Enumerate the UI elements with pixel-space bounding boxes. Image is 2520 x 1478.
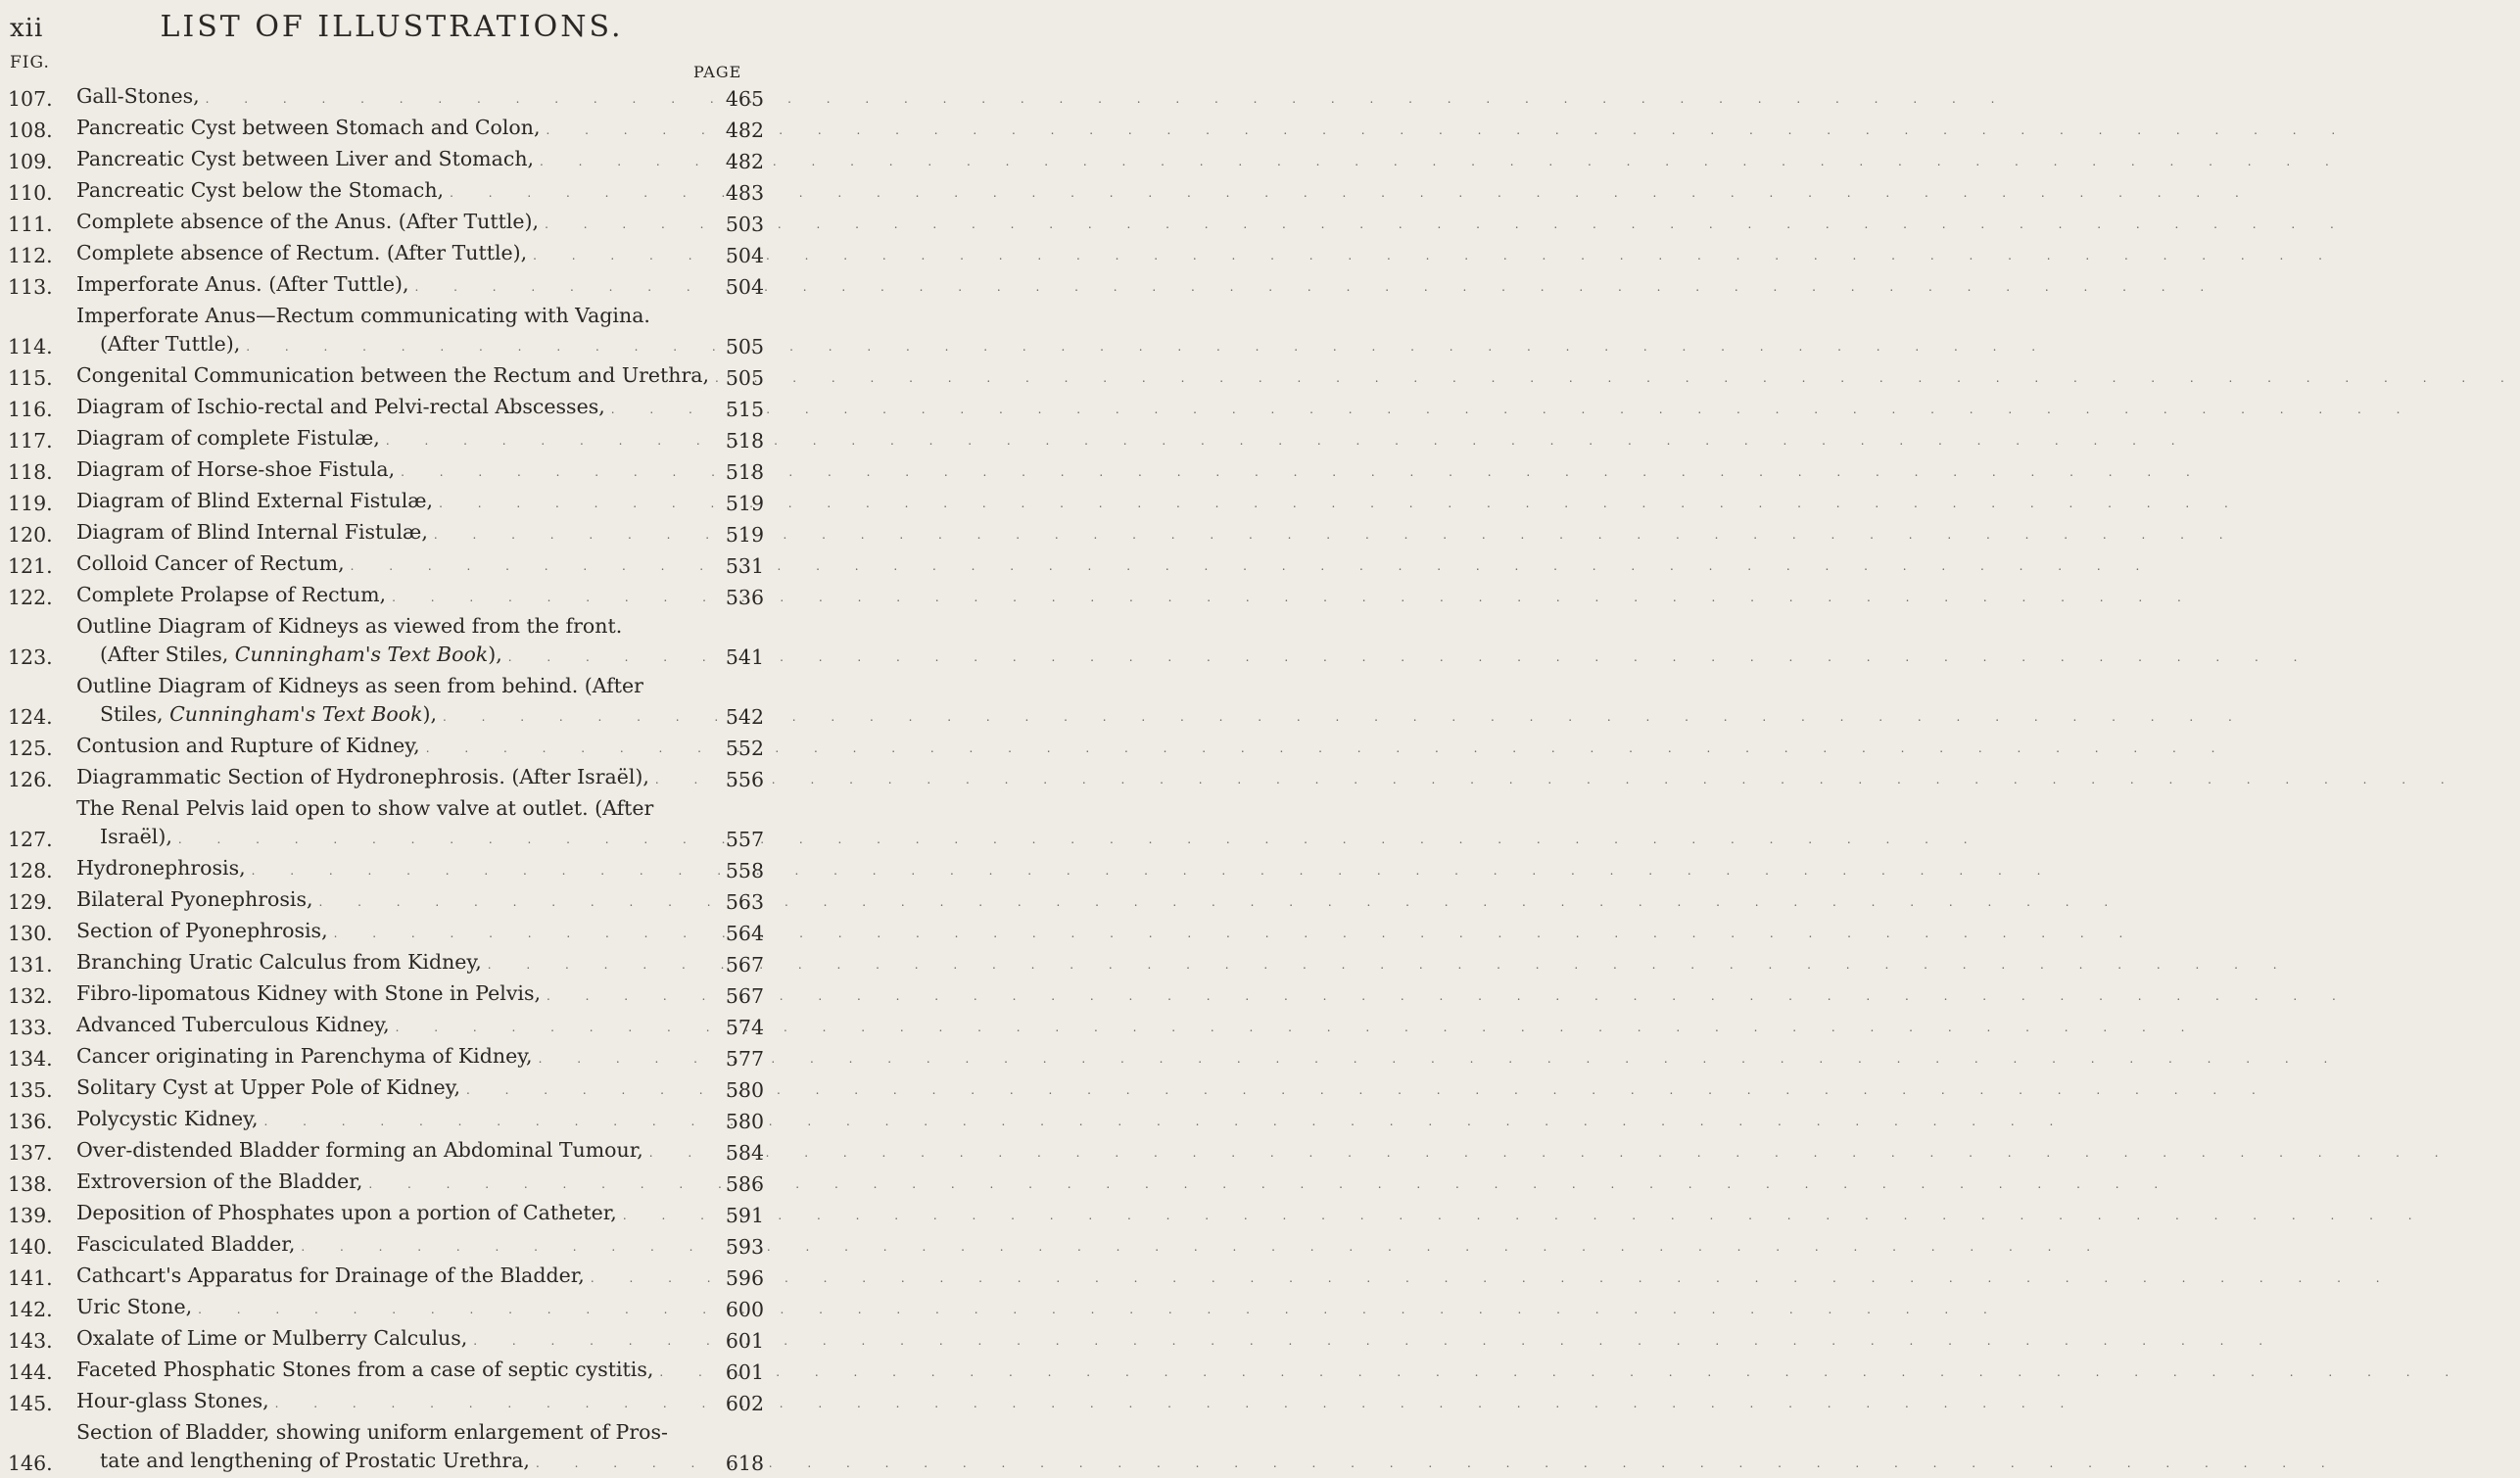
figure-number: 122. bbox=[8, 586, 53, 609]
list-item bbox=[0, 1042, 784, 1073]
list-item bbox=[0, 917, 784, 948]
figure-number: 132. bbox=[8, 984, 53, 1008]
figure-number: 117. bbox=[8, 429, 53, 453]
dot-leader bbox=[433, 490, 2244, 518]
illustration-caption: Outline Diagram of Kidneys as seen from behind. (After bbox=[76, 674, 643, 697]
illustration-caption: Oxalate of Lime or Mulberry Calculus, bbox=[76, 1326, 468, 1350]
illustration-caption: Diagram of Blind External Fistulæ, bbox=[76, 489, 434, 512]
figure-number: 140. bbox=[8, 1235, 53, 1259]
dot-leader bbox=[420, 735, 2231, 763]
illustration-caption: Pancreatic Cyst between Stomach and Colon, bbox=[76, 116, 541, 139]
dot-leader bbox=[295, 1233, 2106, 1262]
illustration-caption: Fasciculated Bladder, bbox=[76, 1232, 296, 1256]
illustration-caption: Outline Diagram of Kidneys as viewed from the front. bbox=[76, 614, 623, 638]
page-reference: 552 bbox=[725, 737, 764, 760]
illustration-caption: Imperforate Anus. (After Tuttle), bbox=[76, 272, 409, 296]
page-reference: 519 bbox=[725, 492, 764, 515]
illustration-caption: Polycystic Kidney, bbox=[76, 1107, 259, 1130]
dot-leader bbox=[533, 1045, 2344, 1073]
figure-number: 144. bbox=[8, 1360, 53, 1384]
list-item bbox=[0, 948, 784, 979]
page-reference: 563 bbox=[725, 890, 764, 914]
illustration-caption: Contusion and Rupture of Kidney, bbox=[76, 734, 420, 757]
list-item bbox=[0, 732, 784, 763]
dot-leader bbox=[395, 458, 2206, 487]
dot-leader bbox=[192, 1296, 2003, 1324]
figure-number: 126. bbox=[8, 768, 53, 791]
page-reference: 586 bbox=[725, 1172, 764, 1196]
page-reference: 483 bbox=[725, 181, 764, 205]
figure-number: 141. bbox=[8, 1266, 53, 1290]
dot-leader bbox=[259, 1108, 2069, 1136]
dot-leader bbox=[386, 584, 2197, 612]
dot-leader bbox=[605, 396, 2416, 424]
dot-leader bbox=[328, 920, 2139, 948]
list-item bbox=[0, 302, 784, 361]
illustration-caption: Section of Bladder, showing uniform enlargement of Pros- bbox=[76, 1420, 668, 1444]
page-reference: 482 bbox=[725, 150, 764, 173]
list-item bbox=[0, 1011, 784, 1042]
list-item bbox=[0, 1199, 784, 1230]
list-item bbox=[0, 114, 784, 145]
illustration-caption: Deposition of Phosphates upon a portion of Catheter, bbox=[76, 1201, 617, 1224]
list-item bbox=[0, 393, 784, 424]
page-reference: 618 bbox=[725, 1452, 764, 1475]
page-reference: 600 bbox=[725, 1298, 764, 1321]
list-item bbox=[0, 1230, 784, 1262]
page-reference: 504 bbox=[725, 275, 764, 299]
page-reference: 577 bbox=[725, 1047, 764, 1071]
figure-number: 121. bbox=[8, 554, 53, 578]
list-item bbox=[0, 176, 784, 208]
dot-leader bbox=[313, 888, 2124, 917]
list-item bbox=[0, 1324, 784, 1356]
page-reference: 556 bbox=[725, 768, 764, 791]
illustration-caption: Congenital Communication between the Rectum and Urethra, bbox=[76, 363, 710, 387]
page-reference: 580 bbox=[725, 1110, 764, 1133]
page-column-label: PAGE bbox=[693, 63, 742, 81]
illustration-caption: Over-distended Bladder forming an Abdominal Tumour, bbox=[76, 1138, 643, 1162]
list-item bbox=[0, 487, 784, 518]
figure-number: 127. bbox=[8, 828, 53, 851]
page-reference: 557 bbox=[725, 828, 764, 851]
list-item bbox=[0, 239, 784, 270]
dot-leader bbox=[428, 521, 2239, 549]
dot-leader bbox=[539, 211, 2350, 239]
list-item bbox=[0, 270, 784, 302]
page-reference: 596 bbox=[725, 1266, 764, 1290]
dot-leader bbox=[527, 242, 2338, 270]
dot-leader bbox=[390, 1014, 2201, 1042]
dot-leader bbox=[541, 982, 2352, 1011]
dot-leader bbox=[380, 427, 2191, 455]
list-item bbox=[0, 145, 784, 176]
illustration-caption: Complete absence of the Anus. (After Tuttle), bbox=[76, 210, 540, 233]
page-reference: 518 bbox=[725, 460, 764, 484]
page-reference: 574 bbox=[725, 1016, 764, 1039]
illustration-caption: (After Tuttle), bbox=[100, 332, 241, 356]
dot-leader bbox=[408, 273, 2219, 302]
figure-number: 124. bbox=[8, 705, 53, 729]
figure-number: 125. bbox=[8, 737, 53, 760]
dot-leader bbox=[437, 703, 2248, 732]
page-reference: 505 bbox=[725, 366, 764, 390]
page-reference: 564 bbox=[725, 922, 764, 945]
figure-number: 112. bbox=[8, 244, 53, 267]
illustration-caption: Diagram of Ischio-rectal and Pelvi-rectal Abscesses, bbox=[76, 395, 605, 418]
page-reference: 601 bbox=[725, 1329, 764, 1353]
figure-number: 108. bbox=[8, 119, 53, 142]
dot-leader bbox=[269, 1390, 2080, 1418]
page-reference: 531 bbox=[725, 554, 764, 578]
list-item bbox=[0, 424, 784, 455]
dot-leader bbox=[530, 1450, 2341, 1478]
illustration-caption: Uric Stone, bbox=[76, 1295, 193, 1318]
list-item bbox=[0, 979, 784, 1011]
dot-leader bbox=[709, 364, 2520, 393]
dot-leader bbox=[643, 1139, 2454, 1168]
illustration-caption: Hydronephrosis, bbox=[76, 856, 246, 880]
page-reference: 580 bbox=[725, 1078, 764, 1102]
page-reference: 591 bbox=[725, 1204, 764, 1227]
page-reference: 518 bbox=[725, 429, 764, 453]
figure-number: 119. bbox=[8, 492, 53, 515]
list-item bbox=[0, 1293, 784, 1324]
page-reference: 567 bbox=[725, 984, 764, 1008]
figure-number: 130. bbox=[8, 922, 53, 945]
dot-leader bbox=[653, 1359, 2464, 1387]
illustration-caption: Complete absence of Rectum. (After Tuttle), bbox=[76, 241, 528, 264]
illustration-caption: Cathcart's Apparatus for Drainage of the Bladder, bbox=[76, 1263, 585, 1287]
figure-number: 133. bbox=[8, 1016, 53, 1039]
figure-number: 131. bbox=[8, 953, 53, 977]
book-page bbox=[0, 0, 784, 1475]
dot-leader bbox=[649, 766, 2460, 794]
figure-number: 118. bbox=[8, 460, 53, 484]
figure-number: 113. bbox=[8, 275, 53, 299]
figure-number: 115. bbox=[8, 366, 53, 390]
illustration-caption: Diagrammatic Section of Hydronephrosis. (After Israël), bbox=[76, 765, 649, 788]
page-reference: 505 bbox=[725, 335, 764, 358]
illustration-caption: Colloid Cancer of Rectum, bbox=[76, 551, 345, 575]
dot-leader bbox=[540, 117, 2351, 145]
illustration-caption: Israël), bbox=[100, 825, 172, 848]
list-item bbox=[0, 82, 784, 114]
list-item bbox=[0, 1136, 784, 1168]
page-reference: 567 bbox=[725, 953, 764, 977]
figure-number: 123. bbox=[8, 645, 53, 669]
fig-column-label: FIG. bbox=[10, 53, 50, 72]
page-reference: 515 bbox=[725, 398, 764, 421]
list-item bbox=[0, 1073, 784, 1105]
list-item bbox=[0, 1105, 784, 1136]
illustration-caption: Diagram of complete Fistulæ, bbox=[76, 426, 380, 450]
figure-number: 134. bbox=[8, 1047, 53, 1071]
illustration-caption: Fibro-lipomatous Kidney with Stone in Pelvis, bbox=[76, 981, 542, 1005]
page-reference: 601 bbox=[725, 1360, 764, 1384]
list-item bbox=[0, 1418, 784, 1478]
figure-number: 145. bbox=[8, 1392, 53, 1415]
page-reference: 542 bbox=[725, 705, 764, 729]
illustration-caption: Pancreatic Cyst between Liver and Stomach, bbox=[76, 147, 535, 170]
dot-leader bbox=[534, 148, 2345, 176]
illustration-caption: Gall-Stones, bbox=[76, 84, 200, 108]
dot-leader bbox=[617, 1202, 2428, 1230]
illustration-caption: Faceted Phosphatic Stones from a case of septic cystitis, bbox=[76, 1358, 654, 1381]
list-item bbox=[0, 1168, 784, 1199]
figure-number: 138. bbox=[8, 1172, 53, 1196]
list-item bbox=[0, 1356, 784, 1387]
illustration-caption: Advanced Tuberculous Kidney, bbox=[76, 1013, 390, 1036]
figure-number: 107. bbox=[8, 87, 53, 111]
figure-number: 110. bbox=[8, 181, 53, 205]
list-item bbox=[0, 208, 784, 239]
figure-number: 139. bbox=[8, 1204, 53, 1227]
figure-number: 109. bbox=[8, 150, 53, 173]
list-item bbox=[0, 854, 784, 885]
illustration-caption: Solitary Cyst at Upper Pole of Kidney, bbox=[76, 1075, 461, 1099]
figure-number: 120. bbox=[8, 523, 53, 547]
list-item bbox=[0, 1262, 784, 1293]
illustration-caption: Extroversion of the Bladder, bbox=[76, 1169, 363, 1193]
illustration-caption: Diagram of Horse-shoe Fistula, bbox=[76, 457, 396, 481]
list-item bbox=[0, 1387, 784, 1418]
list-item bbox=[0, 518, 784, 549]
page-reference: 584 bbox=[725, 1141, 764, 1165]
page-reference: 558 bbox=[725, 859, 764, 882]
page-number: xii bbox=[10, 14, 44, 43]
figure-number: 114. bbox=[8, 335, 53, 358]
figure-number: 137. bbox=[8, 1141, 53, 1165]
dot-leader bbox=[172, 826, 1983, 854]
illustration-caption: Bilateral Pyonephrosis, bbox=[76, 887, 313, 911]
page-reference: 541 bbox=[725, 645, 764, 669]
figure-number: 116. bbox=[8, 398, 53, 421]
page-reference: 593 bbox=[725, 1235, 764, 1259]
list-item bbox=[0, 549, 784, 581]
dot-leader bbox=[246, 857, 2057, 885]
page-reference: 536 bbox=[725, 586, 764, 609]
list-item bbox=[0, 361, 784, 393]
running-title: LIST OF ILLUSTRATIONS. bbox=[160, 10, 624, 44]
figure-number: 128. bbox=[8, 859, 53, 882]
page-reference: 482 bbox=[725, 119, 764, 142]
figure-number: 146. bbox=[8, 1452, 53, 1475]
figure-number: 143. bbox=[8, 1329, 53, 1353]
list-item bbox=[0, 794, 784, 854]
illustration-caption: Section of Pyonephrosis, bbox=[76, 919, 328, 942]
list-item bbox=[0, 612, 784, 672]
illustration-caption: Imperforate Anus—Rectum communicating with Vagina. bbox=[76, 304, 650, 327]
list-item bbox=[0, 455, 784, 487]
dot-leader bbox=[240, 333, 2051, 361]
illustration-caption: Cancer originating in Parenchyma of Kidney, bbox=[76, 1044, 533, 1068]
illustration-caption: Diagram of Blind Internal Fistulæ, bbox=[76, 520, 428, 544]
figure-number: 136. bbox=[8, 1110, 53, 1133]
list-item bbox=[0, 581, 784, 612]
figure-number: 142. bbox=[8, 1298, 53, 1321]
list-item bbox=[0, 885, 784, 917]
dot-leader bbox=[200, 85, 2011, 114]
dot-leader bbox=[345, 552, 2156, 581]
illustration-caption: Stiles, Cunningham's Text Book), bbox=[100, 702, 438, 726]
illustration-caption: tate and lengthening of Prostatic Urethra, bbox=[100, 1449, 530, 1472]
illustration-caption: Complete Prolapse of Rectum, bbox=[76, 583, 387, 606]
figure-number: 111. bbox=[8, 213, 53, 236]
illustration-caption: (After Stiles, Cunningham's Text Book), bbox=[100, 643, 502, 666]
page-reference: 519 bbox=[725, 523, 764, 547]
page-reference: 503 bbox=[725, 213, 764, 236]
page-reference: 465 bbox=[725, 87, 764, 111]
illustration-caption: Hour-glass Stones, bbox=[76, 1389, 269, 1412]
illustration-caption: The Renal Pelvis laid open to show valve at outlet. (After bbox=[76, 796, 654, 820]
illustration-caption: Branching Uratic Calculus from Kidney, bbox=[76, 950, 482, 974]
illustration-caption: Pancreatic Cyst below the Stomach, bbox=[76, 178, 445, 202]
dot-leader bbox=[585, 1264, 2396, 1293]
list-item bbox=[0, 763, 784, 794]
page-reference: 602 bbox=[725, 1392, 764, 1415]
figure-number: 129. bbox=[8, 890, 53, 914]
illustration-list bbox=[0, 82, 784, 1478]
dot-leader bbox=[362, 1170, 2173, 1199]
list-item bbox=[0, 672, 784, 732]
page-reference: 504 bbox=[725, 244, 764, 267]
figure-number: 135. bbox=[8, 1078, 53, 1102]
